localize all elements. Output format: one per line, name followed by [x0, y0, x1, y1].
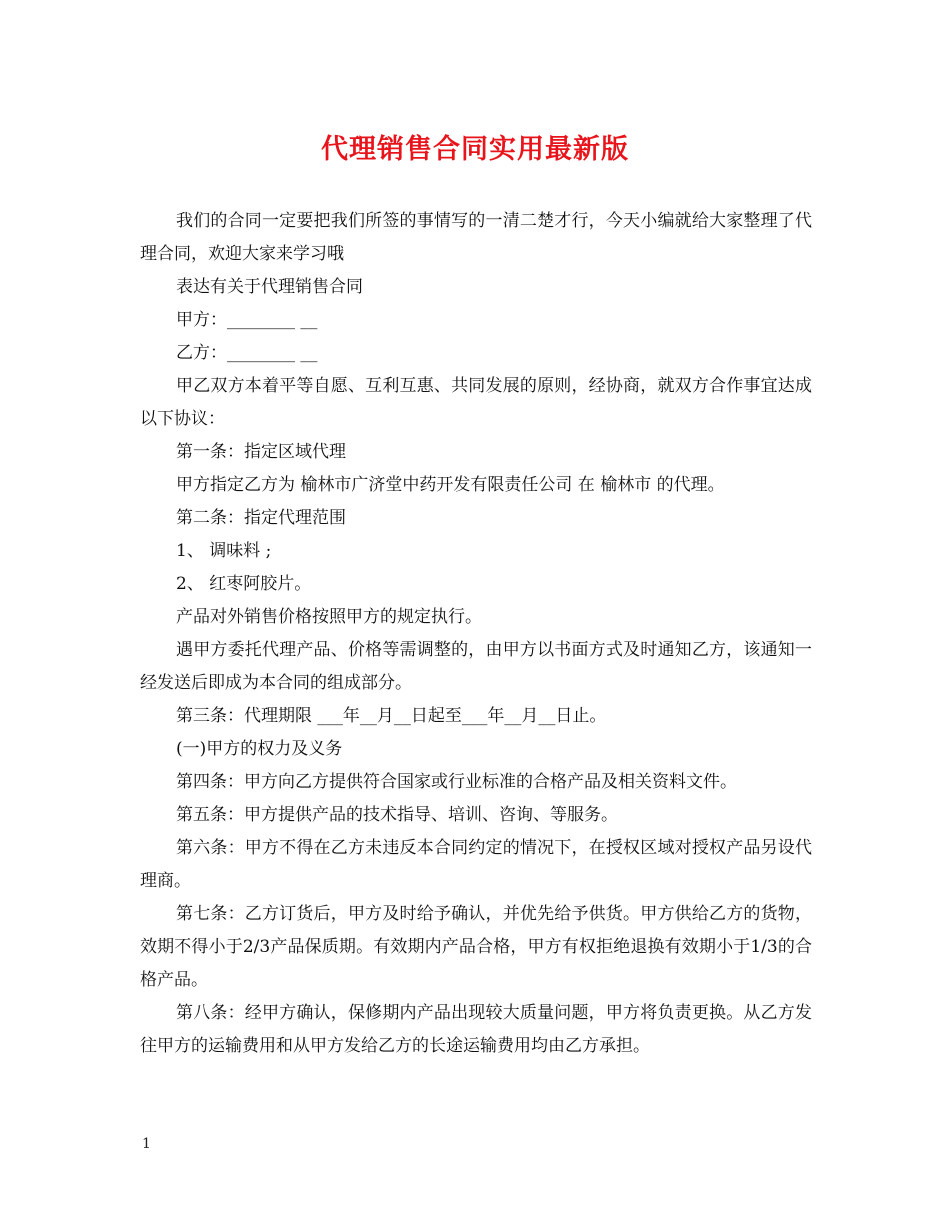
adjustment-paragraph: 遇甲方委托代理产品、价格等需调整的，由甲方以书面方式及时通知乙方，该通知一经发送后即成为本合同的组成部分。 — [140, 640, 812, 693]
article-5: 第五条：甲方提供产品的技术指导、培训、咨询、等服务。 — [176, 805, 618, 825]
article-2-heading: 第二条：指定代理范围 — [176, 508, 346, 528]
article-3-term: 第三条：代理期限 ___年__月__日起至___年__月__日止。 — [176, 706, 607, 726]
intro-paragraph: 我们的合同一定要把我们所签的事情写的一清二楚才行，今天小编就给大家整理了代理合同，欢迎大家来学习哦 — [140, 211, 812, 264]
scope-item-2: 2、 红枣阿胶片。 — [176, 574, 312, 594]
party-b-line: 乙方：________ __ — [176, 343, 318, 363]
article-1-text: 甲方指定乙方为 榆林市广济堂中药开发有限责任公司 在 榆林市 的代理。 — [176, 475, 725, 495]
article-4: 第四条：甲方向乙方提供符合国家或行业标准的合格产品及相关资料文件。 — [176, 772, 737, 792]
article-8: 第八条：经甲方确认，保修期内产品出现较大质量问题，甲方将负责更换。从乙方发往甲方的运输费用和从甲方发给乙方的长途运输费用均由乙方承担。 — [140, 1003, 812, 1056]
subtitle-line: 表达有关于代理销售合同 — [176, 277, 363, 297]
article-1-heading: 第一条：指定区域代理 — [176, 442, 346, 462]
page-number: 1 — [142, 1136, 151, 1152]
document-title: 代理销售合同实用最新版 — [321, 134, 629, 165]
document-body — [140, 205, 812, 1063]
preamble-paragraph: 甲乙双方本着平等自愿、互利互惠、共同发展的原则，经协商，就双方合作事宜达成以下协议： — [140, 376, 812, 429]
party-a-line: 甲方：________ __ — [176, 310, 318, 330]
article-6: 第六条：甲方不得在乙方未违反本合同约定的情况下，在授权区域对授权产品另设代理商。 — [140, 838, 812, 891]
scope-item-1: 1、 调味料 ; — [176, 541, 272, 561]
article-7: 第七条：乙方订货后，甲方及时给予确认，并优先给予供货。甲方供给乙方的货物，效期不得小于2/3产品保质期。有效期内产品合格，甲方有权拒绝退换有效期小于1/3的合格产品。 — [140, 904, 812, 990]
pricing-paragraph: 产品对外销售价格按照甲方的规定执行。 — [176, 607, 482, 627]
section-rights-heading: (一)甲方的权力及义务 — [176, 739, 343, 759]
